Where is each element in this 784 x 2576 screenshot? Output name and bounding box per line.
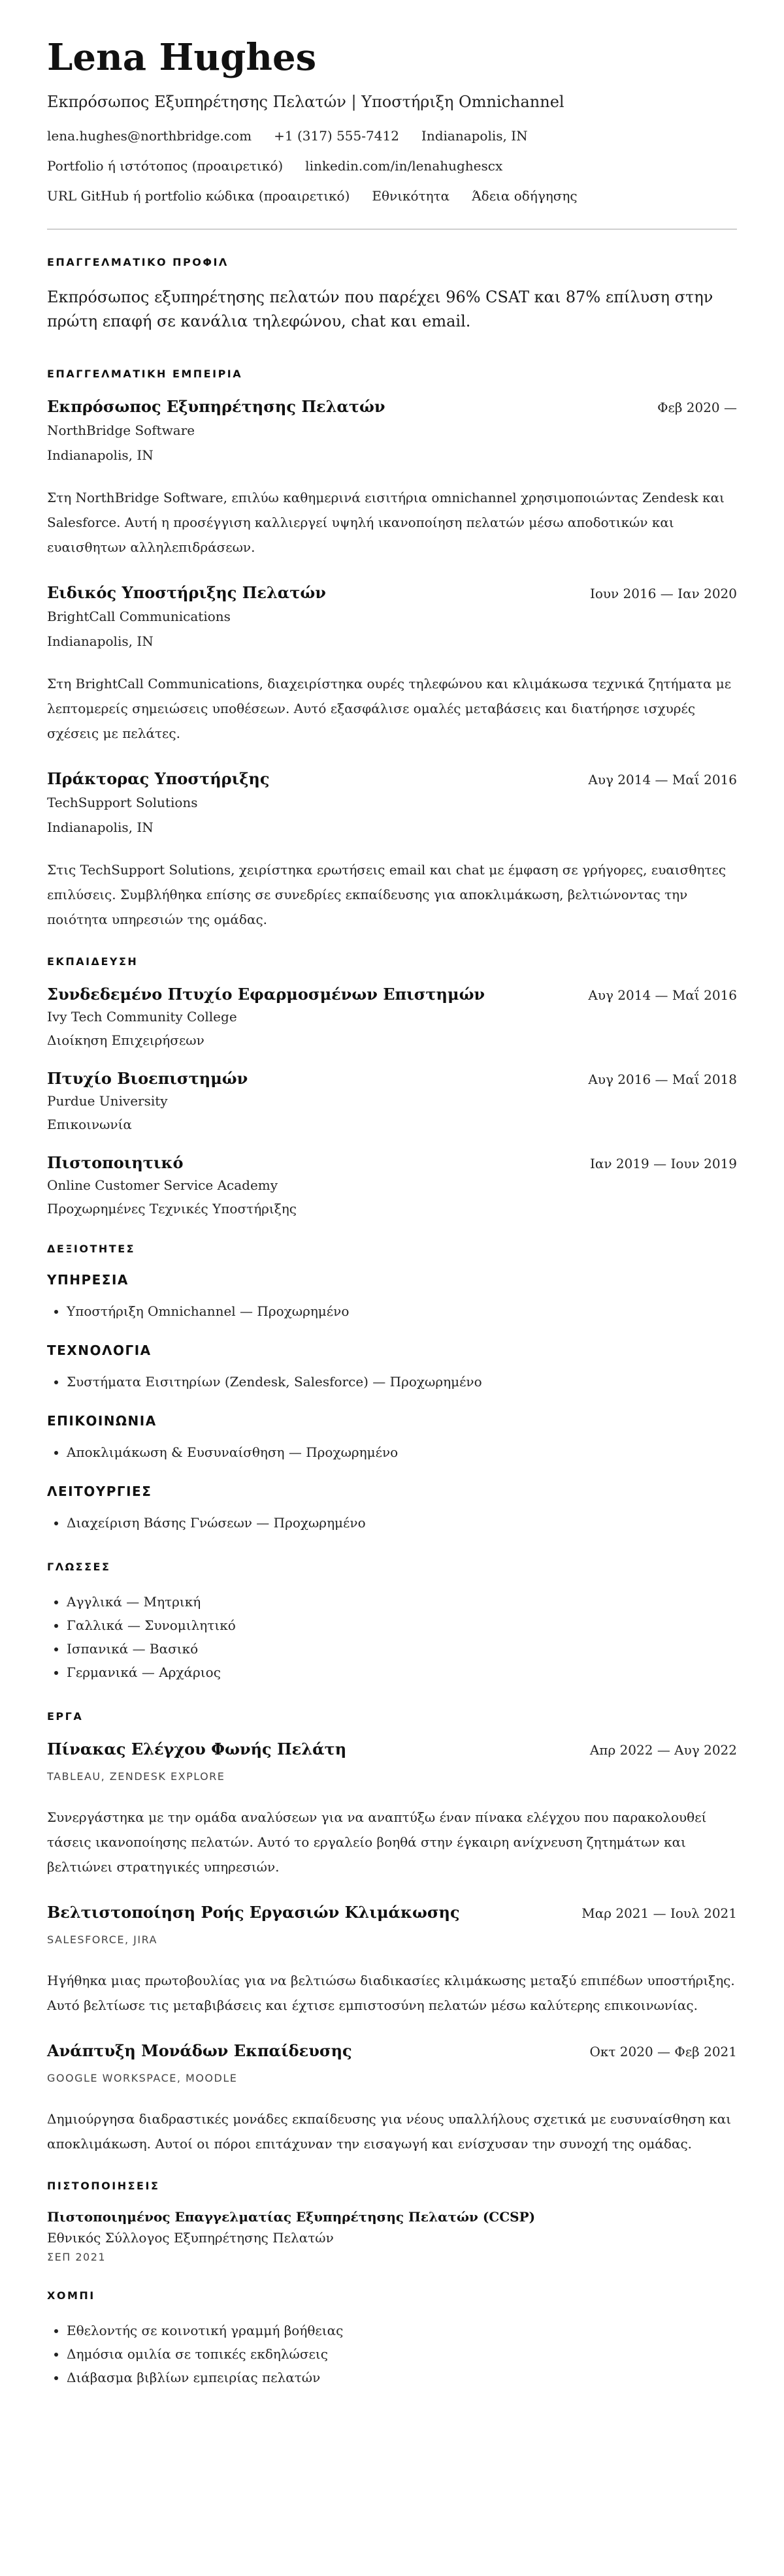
school-name: Ivy Tech Community College [47, 1008, 237, 1025]
candidate-headline: Εκπρόσωπος Εξυπηρέτησης Πελατών | Υποστήριξη Omnichannel [47, 92, 564, 111]
project-dates: Απρ 2022 — Αυγ 2022 [589, 1741, 737, 1758]
portfolio-link[interactable]: Portfolio ή ιστότοπος (προαιρετικό) [47, 157, 284, 174]
section-title: ΠΙΣΤΟΠΟΙΗΣΕΙΣ [47, 2179, 160, 2192]
hobby-item: • Διάβασμα βιβλίων εμπειρίας πελατών [67, 2366, 737, 2389]
certification-date: ΣΕΠ 2021 [47, 2250, 106, 2263]
education-dates: Ιαν 2019 — Ιουν 2019 [589, 1155, 737, 1171]
skill-item: • Αποκλιμάκωση & Ευσυναίσθηση — Προχωρημένο [67, 1440, 737, 1464]
skill-list [47, 1511, 737, 1534]
project-entry [47, 1740, 737, 1879]
project-description: Ηγήθηκα μιας πρωτοβουλίας για να βελτιώσω διαδικασίες κλιμάκωσης μεταξύ επιπέδων υποστήριξης. Αυτό βελτίωσε τις μεταβιβάσεις και έχτισε εμπιστοσύνη πελατών μέσω καλύτερης επικοινωνίας. [47, 1972, 735, 2013]
project-name: Βελτιστοποίηση Ροής Εργασιών Κλιμάκωσης [47, 1902, 460, 1922]
profile-section [47, 256, 737, 334]
degree-title: Πτυχίο Βιοεπιστημών [47, 1068, 248, 1088]
project-entry [47, 1903, 737, 2018]
experience-entry [47, 397, 737, 560]
study-field: Προχωρημένες Τεχνικές Υποστήριξης [47, 1200, 297, 1216]
location: Indianapolis, IN [421, 127, 528, 144]
school-name: Purdue University [47, 1092, 168, 1109]
project-tech: TABLEAU, ZENDESK EXPLORE [47, 1770, 225, 1783]
language-list [47, 1590, 737, 1684]
hobbies-section [47, 2289, 737, 2389]
section-title: ΕΠΑΓΓΕΛΜΑΤΙΚΟ ΠΡΟΦΙΛ [47, 255, 229, 268]
education-entry [47, 1069, 737, 1132]
skills-section [47, 1243, 737, 1534]
company-name: TechSupport Solutions [47, 794, 198, 810]
nationality: Εθνικότητα [372, 187, 450, 204]
hobby-list [47, 2319, 737, 2389]
project-description: Δημιούργησα διαδραστικές μονάδες εκπαίδευσης για νέους υπαλλήλους σχετικά με ευσυναίσθηση και αποκλιμάκωση. Αυτοί οι πόροι επιτάχυναν την εισαγωγή και ενίσχυσαν την συνοχή της ομάδας. [47, 2110, 732, 2152]
hobby-item: • Εθελοντής σε κοινοτική γραμμή βοήθειας [67, 2319, 737, 2342]
resume-header [47, 38, 737, 204]
job-title: Πράκτορας Υποστήριξης [47, 769, 270, 788]
certifications-section [47, 2180, 737, 2263]
job-dates: Ιουν 2016 — Ιαν 2020 [589, 585, 737, 601]
job-description: Στις TechSupport Solutions, χειρίστηκα ερωτήσεις email και chat με έμφαση σε γρήγορες, ευαισθητες επιλύσεις. Συμβλήθηκα επίσης σε συνεδρίες εκπαίδευσης για αποκλιμάκωση, βελτιώνοντας την ποιότητα υπηρεσιών της ομάδας. [47, 861, 727, 927]
education-dates: Αυγ 2014 — Μαΐ 2016 [588, 987, 737, 1003]
github-link[interactable]: URL GitHub ή portfolio κώδικα (προαιρετικό) [47, 187, 350, 204]
job-dates: Αυγ 2014 — Μαΐ 2016 [588, 771, 737, 787]
study-field: Επικοινωνία [47, 1116, 132, 1132]
certification-issuer: Εθνικός Σύλλογος Εξυπηρέτησης Πελατών [47, 2229, 334, 2246]
language-item: • Αγγλικά — Μητρική [67, 1590, 737, 1614]
project-name: Ανάπτυξη Μονάδων Εκπαίδευσης [47, 2041, 352, 2060]
project-tech: GOOGLE WORKSPACE, MOODLE [47, 2071, 238, 2084]
job-location: Indianapolis, IN [47, 447, 154, 463]
job-dates: Φεβ 2020 — [657, 399, 737, 415]
skill-item: • Διαχείριση Βάσης Γνώσεων — Προχωρημένο [67, 1511, 737, 1534]
projects-section [47, 1710, 737, 2156]
education-dates: Αυγ 2016 — Μαΐ 2018 [588, 1071, 737, 1087]
job-location: Indianapolis, IN [47, 633, 154, 649]
skill-item: • Υποστήριξη Omnichannel — Προχωρημένο [67, 1299, 737, 1323]
job-title: Εκπρόσωπος Εξυπηρέτησης Πελατών [47, 396, 385, 416]
profile-summary: Εκπρόσωπος εξυπηρέτησης πελατών που παρέχει 96% CSAT και 87% επίλυση στην πρώτη επαφή σε κανάλια τηλεφώνου, chat και email. [47, 287, 713, 330]
section-title: ΧΟΜΠΙ [47, 2289, 95, 2302]
education-entry [47, 985, 737, 1048]
contact-row [47, 128, 737, 144]
skill-group-title: ΤΕΧΝΟΛΟΓΙΑ [47, 1342, 152, 1358]
project-description: Συνεργάστηκα με την ομάδα αναλύσεων για να αναπτύξω έναν πίνακα ελέγχου που παρακολουθεί τάσεις ικανοποίησης πελατών. Αυτό το εργαλείο βοηθά στην έγκαιρη ανίχνευση ζητημάτων και βελτιώνει στρατηγικές υπηρεσιών. [47, 1809, 707, 1875]
experience-section [47, 368, 737, 932]
language-item: • Ισπανικά — Βασικό [67, 1637, 737, 1661]
email-link[interactable]: lena.hughes@northbridge.com [47, 127, 252, 144]
education-entry [47, 1153, 737, 1216]
section-title: ΔΕΞΙΟΤΗΤΕΣ [47, 1242, 136, 1255]
phone-number[interactable]: +1 (317) 555-7412 [274, 127, 399, 144]
language-item: • Γαλλικά — Συνομιλητικό [67, 1614, 737, 1637]
section-title: ΕΚΠΑΙΔΕΥΣΗ [47, 955, 139, 968]
degree-title: Πιστοποιητικό [47, 1153, 184, 1172]
linkedin-link[interactable]: linkedin.com/in/lenahughescx [305, 157, 503, 174]
experience-entry [47, 769, 737, 932]
skill-group-title: ΕΠΙΚΟΙΝΩΝΙΑ [47, 1412, 157, 1429]
skill-list [47, 1440, 737, 1464]
contact-row [47, 188, 737, 204]
project-tech: SALESFORCE, JIRA [47, 1933, 157, 1946]
job-location: Indianapolis, IN [47, 819, 154, 835]
job-description: Στη NorthBridge Software, επιλύω καθημερινά εισιτήρια omnichannel χρησιμοποιώντας Zendesk και Salesforce. Αυτή η προσέγγιση καλλιεργεί υψηλή ικανοποίηση πελατών μέσω αποδοτικών και ευαισθητων αλληλεπιδράσεων. [47, 489, 725, 555]
languages-section [47, 1561, 737, 1684]
skill-group-title: ΥΠΗΡΕΣΙΑ [47, 1271, 129, 1288]
candidate-name: Lena Hughes [47, 36, 317, 79]
skill-list [47, 1299, 737, 1323]
section-title: ΕΠΑΓΓΕΛΜΑΤΙΚΗ ΕΜΠΕΙΡΙΑ [47, 367, 243, 380]
section-title: ΕΡΓΑ [47, 1709, 84, 1723]
study-field: Διοίκηση Επιχειρήσεων [47, 1032, 204, 1048]
project-dates: Μαρ 2021 — Ιουλ 2021 [581, 1905, 737, 1921]
header-divider [47, 229, 737, 230]
drivers-license: Άδεια οδήγησης [472, 187, 578, 204]
education-section [47, 955, 737, 1216]
certification-name: Πιστοποιημένος Επαγγελματίας Εξυπηρέτησης Πελατών (CCSP) [47, 2208, 536, 2225]
job-description: Στη BrightCall Communications, διαχειρίστηκα ουρές τηλεφώνου και κλιμάκωσα τεχνικά ζητήματα με λεπτομερείς σημειώσεις υποθέσεων. Αυτό εξασφάλισε ομαλές μεταβάσεις και διατήρησε ισχυρές σχέσεις με πελάτες. [47, 675, 732, 741]
contact-row [47, 158, 737, 174]
project-name: Πίνακας Ελέγχου Φωνής Πελάτη [47, 1739, 347, 1758]
skill-item: • Συστήματα Εισιτηρίων (Zendesk, Salesforce) — Προχωρημένο [67, 1370, 737, 1393]
language-item: • Γερμανικά — Αρχάριος [67, 1661, 737, 1684]
project-dates: Οκτ 2020 — Φεβ 2021 [589, 2043, 737, 2059]
company-name: BrightCall Communications [47, 608, 231, 624]
experience-entry [47, 583, 737, 746]
job-title: Ειδικός Υποστήριξης Πελατών [47, 582, 326, 602]
project-entry [47, 2041, 737, 2156]
skill-group-title: ΛΕΙΤΟΥΡΓΙΕΣ [47, 1483, 152, 1499]
company-name: NorthBridge Software [47, 422, 195, 438]
hobby-item: • Δημόσια ομιλία σε τοπικές εκδηλώσεις [67, 2342, 737, 2366]
school-name: Online Customer Service Academy [47, 1177, 278, 1193]
degree-title: Συνδεδεμένο Πτυχίο Εφαρμοσμένων Επιστημών [47, 984, 485, 1004]
section-title: ΓΛΩΣΣΕΣ [47, 1560, 111, 1573]
skill-list [47, 1370, 737, 1393]
